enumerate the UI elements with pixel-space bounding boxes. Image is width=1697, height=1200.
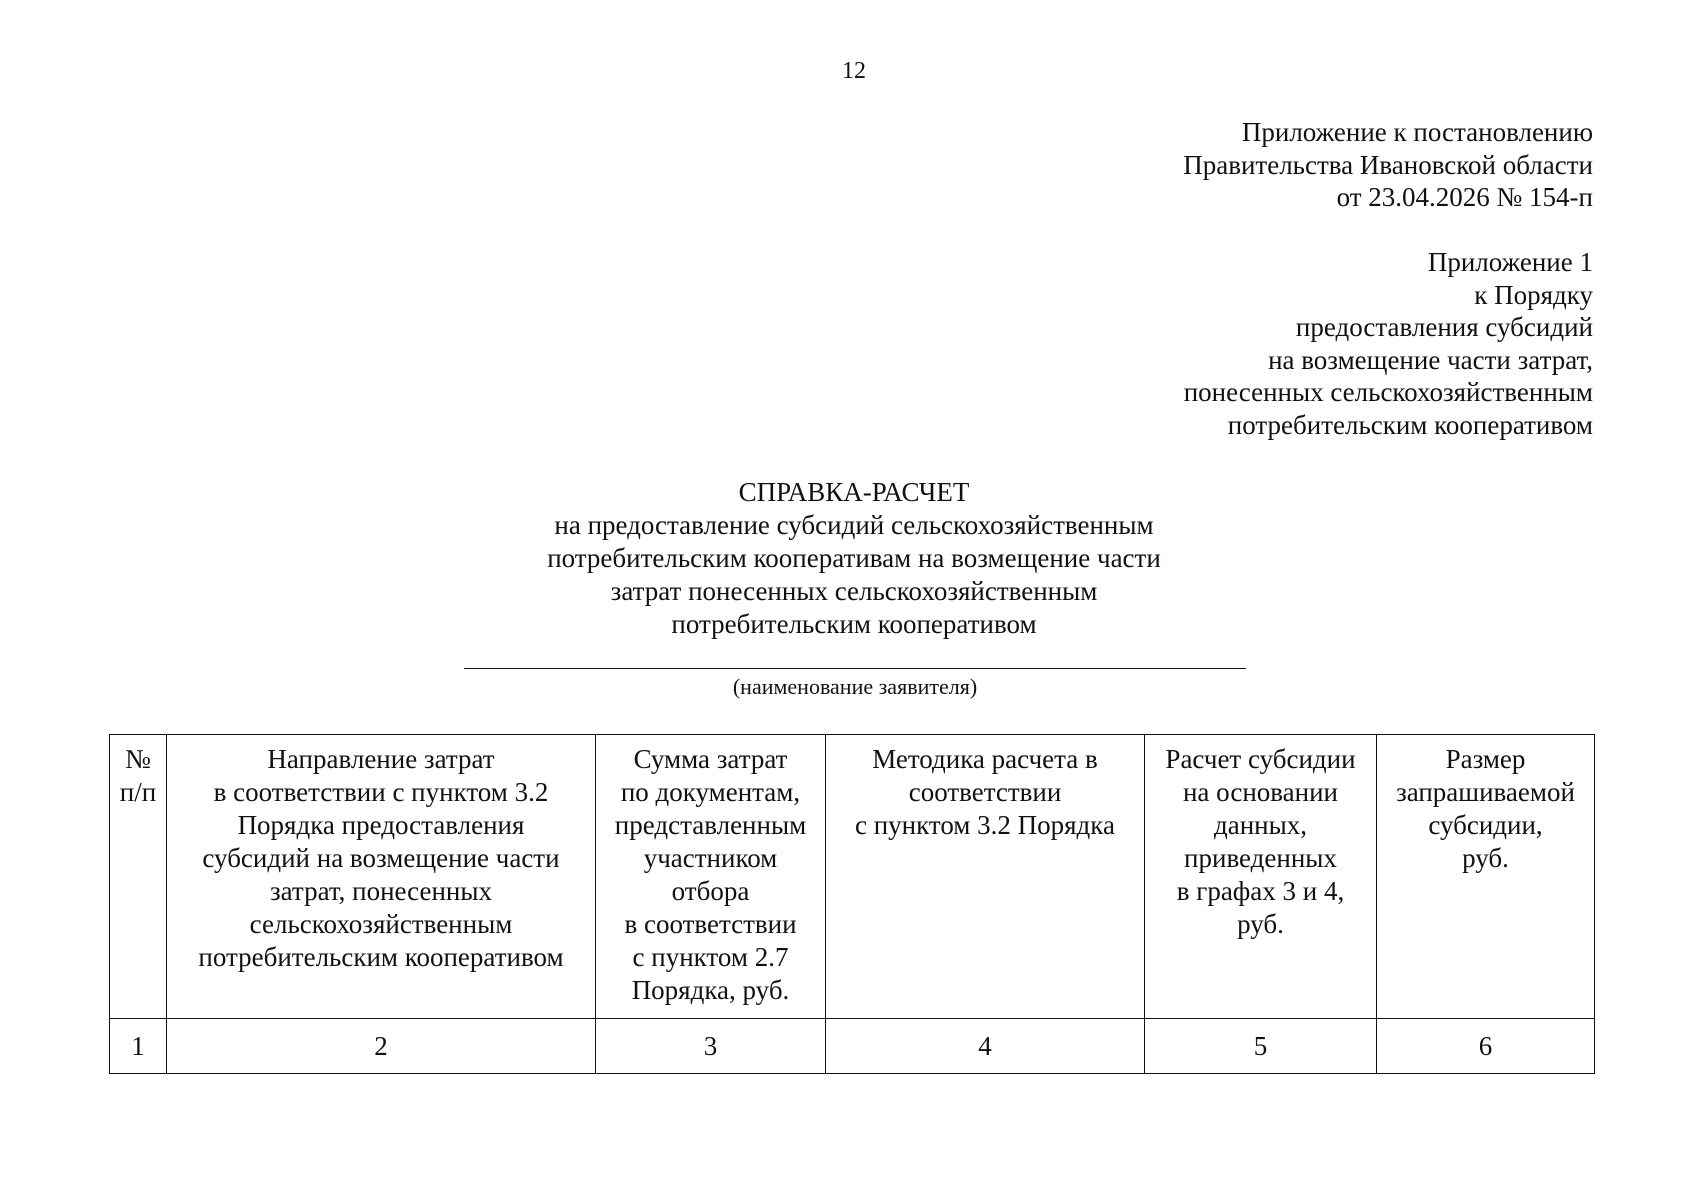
appendix-main-line: от 23.04.2026 № 154-п	[1336, 182, 1593, 212]
column-number-cell: 3	[596, 1019, 826, 1074]
column-number-cell: 5	[1145, 1019, 1377, 1074]
header-cell-number	[110, 735, 167, 1019]
header-text-line: Расчет субсидии	[1165, 744, 1356, 774]
table-row	[110, 1019, 1595, 1074]
applicant-name-line	[464, 668, 1246, 669]
header-text-line: представленным	[614, 810, 807, 840]
document-title	[0, 476, 1697, 641]
title-line: на предоставление субсидий сельскохозяйственным	[554, 510, 1154, 540]
header-text-line: субсидии,	[1428, 810, 1543, 840]
appendix-main-block	[1183, 116, 1593, 214]
header-text-line: отбора	[671, 876, 750, 906]
header-text-line: соответствии	[908, 777, 1062, 807]
header-text-line: руб.	[1462, 843, 1509, 873]
header-text-line: Сумма затрат	[633, 744, 788, 774]
header-text-line: сельскохозяйственным	[249, 909, 513, 939]
appendix-main-line: Правительства Ивановской области	[1183, 149, 1593, 180]
header-text-line: потребительским кооперативом	[198, 942, 564, 972]
header-cell-requested-amount	[1377, 735, 1595, 1019]
header-cell-method	[826, 735, 1145, 1019]
header-text-line: Направление затрат	[267, 744, 495, 774]
header-text-line: Порядка, руб.	[631, 975, 790, 1005]
applicant-caption: (наименование заявителя)	[732, 674, 978, 699]
header-text-line: руб.	[1237, 909, 1284, 939]
appendix-sub-line: к Порядку	[1474, 279, 1593, 310]
header-text-line: в графах 3 и 4,	[1176, 876, 1345, 906]
header-text-line: №	[125, 744, 151, 774]
header-text-line: приведенных	[1184, 843, 1337, 873]
appendix-sub-line: на возмещение части затрат,	[1268, 344, 1593, 375]
appendix-sub-block	[1184, 246, 1593, 441]
title-line: потребительским кооперативам на возмещение части	[547, 543, 1161, 573]
header-text-line: с пунктом 3.2 Порядка	[854, 810, 1115, 840]
header-text-line: субсидий на возмещение части	[202, 843, 560, 873]
column-number-cell: 6	[1377, 1019, 1595, 1074]
header-text-line: на основании	[1182, 777, 1338, 807]
column-number-cell: 4	[826, 1019, 1145, 1074]
header-text-line: Размер	[1445, 744, 1526, 774]
header-text-line: Методика расчета в	[872, 744, 1098, 774]
appendix-sub-line: предоставления субсидий	[1295, 312, 1593, 342]
title-line: затрат понесенных сельскохозяйственным	[610, 576, 1098, 606]
header-text-line: по документам,	[620, 777, 801, 807]
header-cell-cost-direction	[167, 735, 596, 1019]
header-cell-subsidy-calc	[1145, 735, 1377, 1019]
header-text-line: данных,	[1213, 810, 1307, 840]
calculation-table	[109, 734, 1595, 1074]
appendix-sub-line: понесенных сельскохозяйственным	[1183, 377, 1593, 407]
header-text-line: Порядка предоставления	[237, 810, 525, 840]
header-text-line: запрашиваемой	[1396, 777, 1575, 807]
header-text-line: п/п	[119, 777, 157, 807]
header-text-line: затрат, понесенных	[269, 876, 493, 906]
header-text-line: в соответствии с пунктом 3.2	[213, 777, 549, 807]
appendix-sub-line: потребительским кооперативом	[1227, 409, 1593, 440]
header-text-line: в соответствии	[624, 909, 797, 939]
column-number-cell: 1	[110, 1019, 167, 1074]
title-heading: СПРАВКА-РАСЧЕТ	[738, 477, 970, 507]
title-line: потребительским кооперативом	[671, 609, 1037, 639]
page-number: 12	[842, 58, 866, 84]
column-number-cell: 2	[167, 1019, 596, 1074]
header-text-line: участником	[643, 843, 778, 873]
table-header-row	[110, 735, 1595, 1019]
header-text-line: с пунктом 2.7	[632, 942, 789, 972]
header-cell-cost-amount	[596, 735, 826, 1019]
appendix-main-line: Приложение к постановлению	[1241, 117, 1593, 147]
appendix-sub-line: Приложение 1	[1427, 247, 1593, 277]
